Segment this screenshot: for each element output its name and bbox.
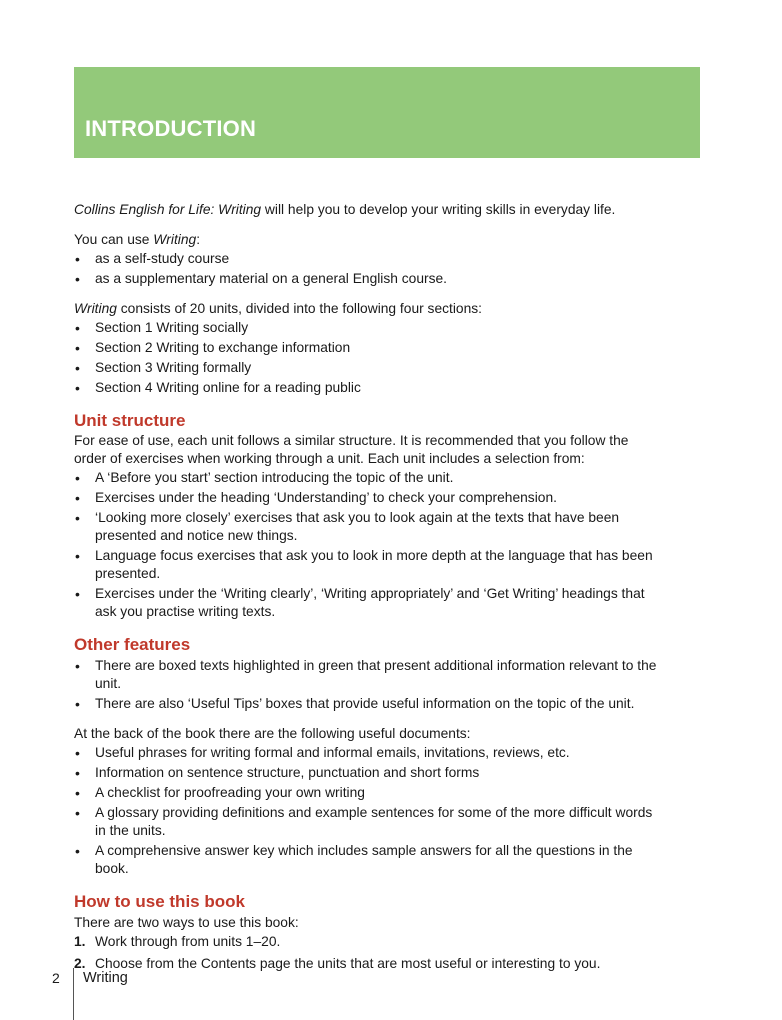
item-text: Choose from the Contents page the units that are most useful or interesting to you.: [95, 956, 601, 971]
intro-paragraph: [74, 200, 664, 219]
list-item: • Section 1 Writing socially: [74, 319, 664, 337]
back-of-book-list: [74, 744, 664, 878]
list-item: • There are boxed texts highlighted in green that present additional information relevant to the unit.: [74, 657, 664, 693]
page-number: 2: [52, 970, 60, 986]
list-item: • Section 3 Writing formally: [74, 359, 664, 377]
list-item: • as a self-study course: [74, 250, 664, 268]
page-title: INTRODUCTION: [85, 116, 257, 141]
use-italic: Writing: [153, 232, 197, 247]
item-number: 1.: [74, 934, 86, 949]
numbered-item: [74, 933, 664, 951]
item-number: 2.: [74, 956, 86, 971]
list-item: • Exercises under the ‘Writing clearly’, ‘Writing appropriately’ and ‘Get Writing’ headings that ask you practise writing texts.: [74, 585, 664, 621]
footer-book-title: Writing: [83, 970, 128, 986]
list-item: • A ‘Before you start’ section introducing the topic of the unit.: [74, 469, 664, 487]
intro-banner: [74, 67, 700, 158]
list-item: • Section 2 Writing to exchange information: [74, 339, 664, 357]
use-suffix: :: [196, 232, 201, 247]
section-heading-how-to-use: How to use this book: [74, 892, 245, 911]
page-footer: [52, 968, 352, 1020]
unit-structure-paragraph: For ease of use, each unit follows a similar structure. It is recommended that you follow the order of exercises when working through a unit. Each unit includes a selection from:: [74, 433, 629, 466]
list-item: • A glossary providing definitions and example sentences for some of the more difficult words in the units.: [74, 804, 664, 840]
footer-divider: [73, 968, 74, 1020]
book-title-italic: Collins English for Life: Writing: [74, 202, 262, 217]
use-paragraph: [74, 230, 664, 249]
item-text: Work through from units 1–20.: [95, 934, 281, 949]
list-item: • There are also ‘Useful Tips’ boxes that provide useful information on the topic of the unit.: [74, 695, 664, 713]
list-item: • as a supplementary material on a general English course.: [74, 270, 664, 288]
use-prefix: You can use: [74, 232, 154, 247]
other-features-list: [74, 657, 664, 713]
unit-structure-list: [74, 469, 664, 621]
list-item: • Exercises under the heading ‘Understanding’ to check your comprehension.: [74, 489, 664, 507]
use-list: [74, 250, 664, 288]
section-heading-unit-structure: Unit structure: [74, 411, 186, 430]
list-item: • Section 4 Writing online for a reading public: [74, 379, 664, 397]
list-item: • Language focus exercises that ask you to look in more depth at the language that has been presented.: [74, 547, 664, 583]
intro-text: will help you to develop your writing skills in everyday life.: [261, 202, 616, 217]
list-item: • Useful phrases for writing formal and informal emails, invitations, reviews, etc.: [74, 744, 664, 762]
main-content: [74, 200, 664, 975]
how-to-use-paragraph: There are two ways to use this book:: [74, 915, 299, 930]
sections-list: [74, 319, 664, 397]
how-to-use-list: [74, 933, 664, 973]
list-item: • A checklist for proofreading your own writing: [74, 784, 664, 802]
list-item: • A comprehensive answer key which includes sample answers for all the questions in the book.: [74, 842, 664, 878]
section-heading-other-features: Other features: [74, 635, 191, 654]
list-item: • Information on sentence structure, punctuation and short forms: [74, 764, 664, 782]
consists-text: consists of 20 units, divided into the following four sections:: [116, 301, 482, 316]
back-of-book-paragraph: At the back of the book there are the following useful documents:: [74, 726, 471, 741]
sections-paragraph: [74, 299, 664, 318]
list-item: • ‘Looking more closely’ exercises that ask you to look again at the texts that have been presented and notice new things.: [74, 509, 664, 545]
consists-italic: Writing: [74, 301, 117, 316]
